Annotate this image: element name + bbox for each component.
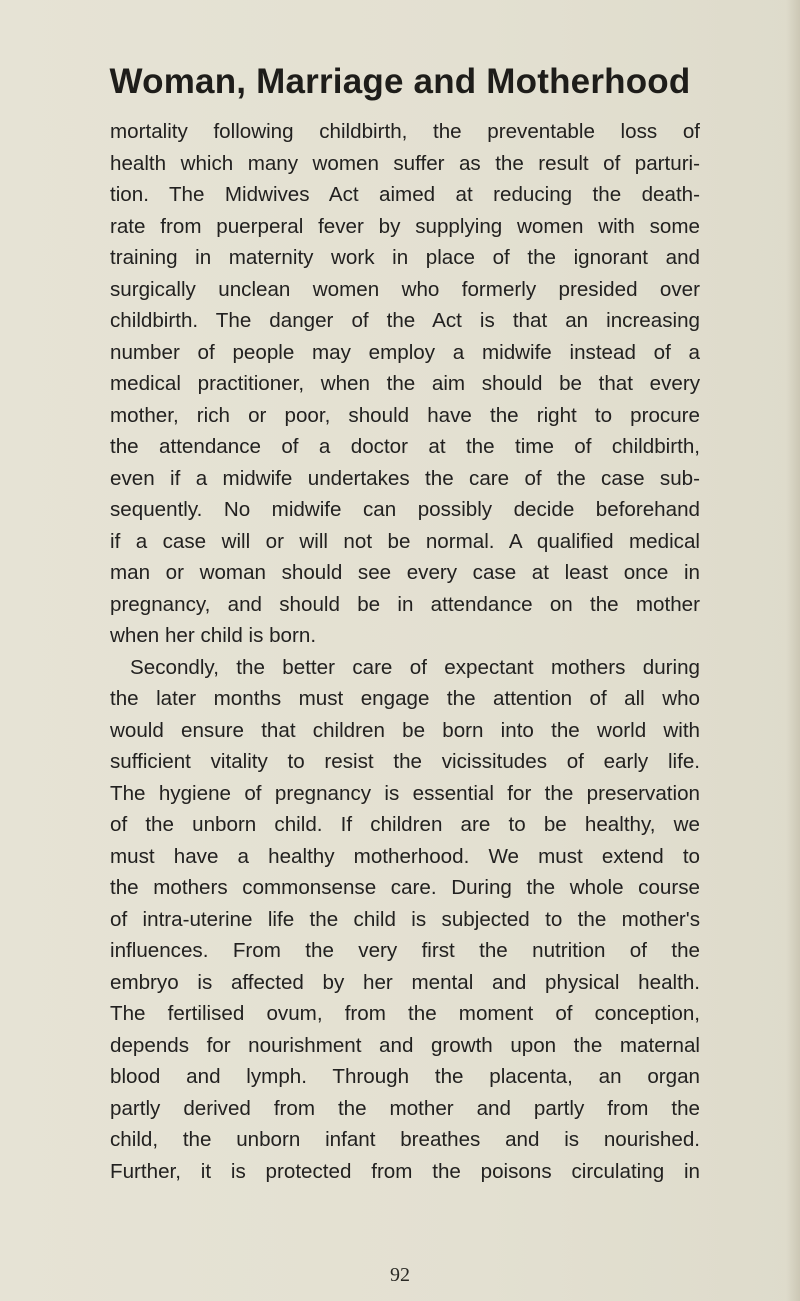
text-line: Further, it is protected from the poisons circulating in bbox=[110, 1159, 700, 1183]
text-line: partly derived from the mother and partly from the bbox=[110, 1096, 700, 1120]
text-line: childbirth. The danger of the Act is that an increasing bbox=[110, 309, 700, 332]
text-line: medical practitioner, when the aim should be that every bbox=[110, 372, 700, 395]
text-line: blood and lymph. Through the placenta, an organ bbox=[110, 1065, 700, 1088]
text-line: tion. The Midwives Act aimed at reducing the death- bbox=[110, 183, 700, 206]
text-line: the attendance of a doctor at the time of childbirth, bbox=[110, 435, 700, 458]
text-line: mortality following childbirth, the preventable loss of bbox=[110, 120, 700, 143]
text-line: The fertilised ovum, from the moment of conception, bbox=[110, 1002, 700, 1025]
running-head: Woman, Marriage and Motherhood bbox=[109, 62, 691, 101]
text-line: health which many women suffer as the result of parturi- bbox=[110, 151, 700, 175]
text-line: of the unborn child. If children are to be healthy, we bbox=[110, 813, 700, 836]
text-line: rate from puerperal fever by supplying women with some bbox=[110, 214, 700, 238]
text-line: if a case will or will not be normal. A qualified medical bbox=[110, 529, 700, 553]
page-edge-shadow bbox=[786, 0, 800, 1301]
body-text bbox=[110, 116, 700, 1187]
text-line: surgically unclean women who formerly presided over bbox=[110, 277, 700, 301]
text-line: pregnancy, and should be in attendance on the mother bbox=[110, 592, 700, 616]
text-line: training in maternity work in place of the ignorant and bbox=[110, 246, 700, 269]
text-line: influences. From the very first the nutrition of the bbox=[110, 939, 700, 962]
text-line: of intra-uterine life the child is subjected to the mother's bbox=[110, 907, 700, 931]
text-line-paragraph-end: when her child is born. bbox=[110, 624, 317, 647]
text-line: depends for nourishment and growth upon the maternal bbox=[110, 1033, 700, 1057]
text-line: sequently. No midwife can possibly decide beforehand bbox=[110, 498, 700, 521]
text-line: the later months must engage the attention of all who bbox=[110, 687, 700, 710]
text-line: man or woman should see every case at least once in bbox=[110, 561, 700, 584]
page-number: 92 bbox=[390, 1264, 410, 1286]
text-line: number of people may employ a midwife instead of a bbox=[110, 340, 700, 364]
text-line: the mothers commonsense care. During the whole course bbox=[110, 876, 700, 899]
text-line: sufficient vitality to resist the vicissitudes of early life. bbox=[110, 750, 700, 773]
text-line: would ensure that children be born into the world with bbox=[110, 718, 700, 742]
text-line: must have a healthy motherhood. We must extend to bbox=[110, 844, 700, 868]
text-line: even if a midwife undertakes the care of the case sub- bbox=[110, 466, 700, 490]
text-line: The hygiene of pregnancy is essential for the preservation bbox=[110, 781, 700, 805]
text-line: embryo is affected by her mental and physical health. bbox=[110, 970, 700, 994]
text-line: mother, rich or poor, should have the right to procure bbox=[110, 403, 700, 427]
text-line: child, the unborn infant breathes and is nourished. bbox=[110, 1128, 700, 1151]
text-line-paragraph-start: Secondly, the better care of expectant mothers during bbox=[130, 655, 700, 679]
